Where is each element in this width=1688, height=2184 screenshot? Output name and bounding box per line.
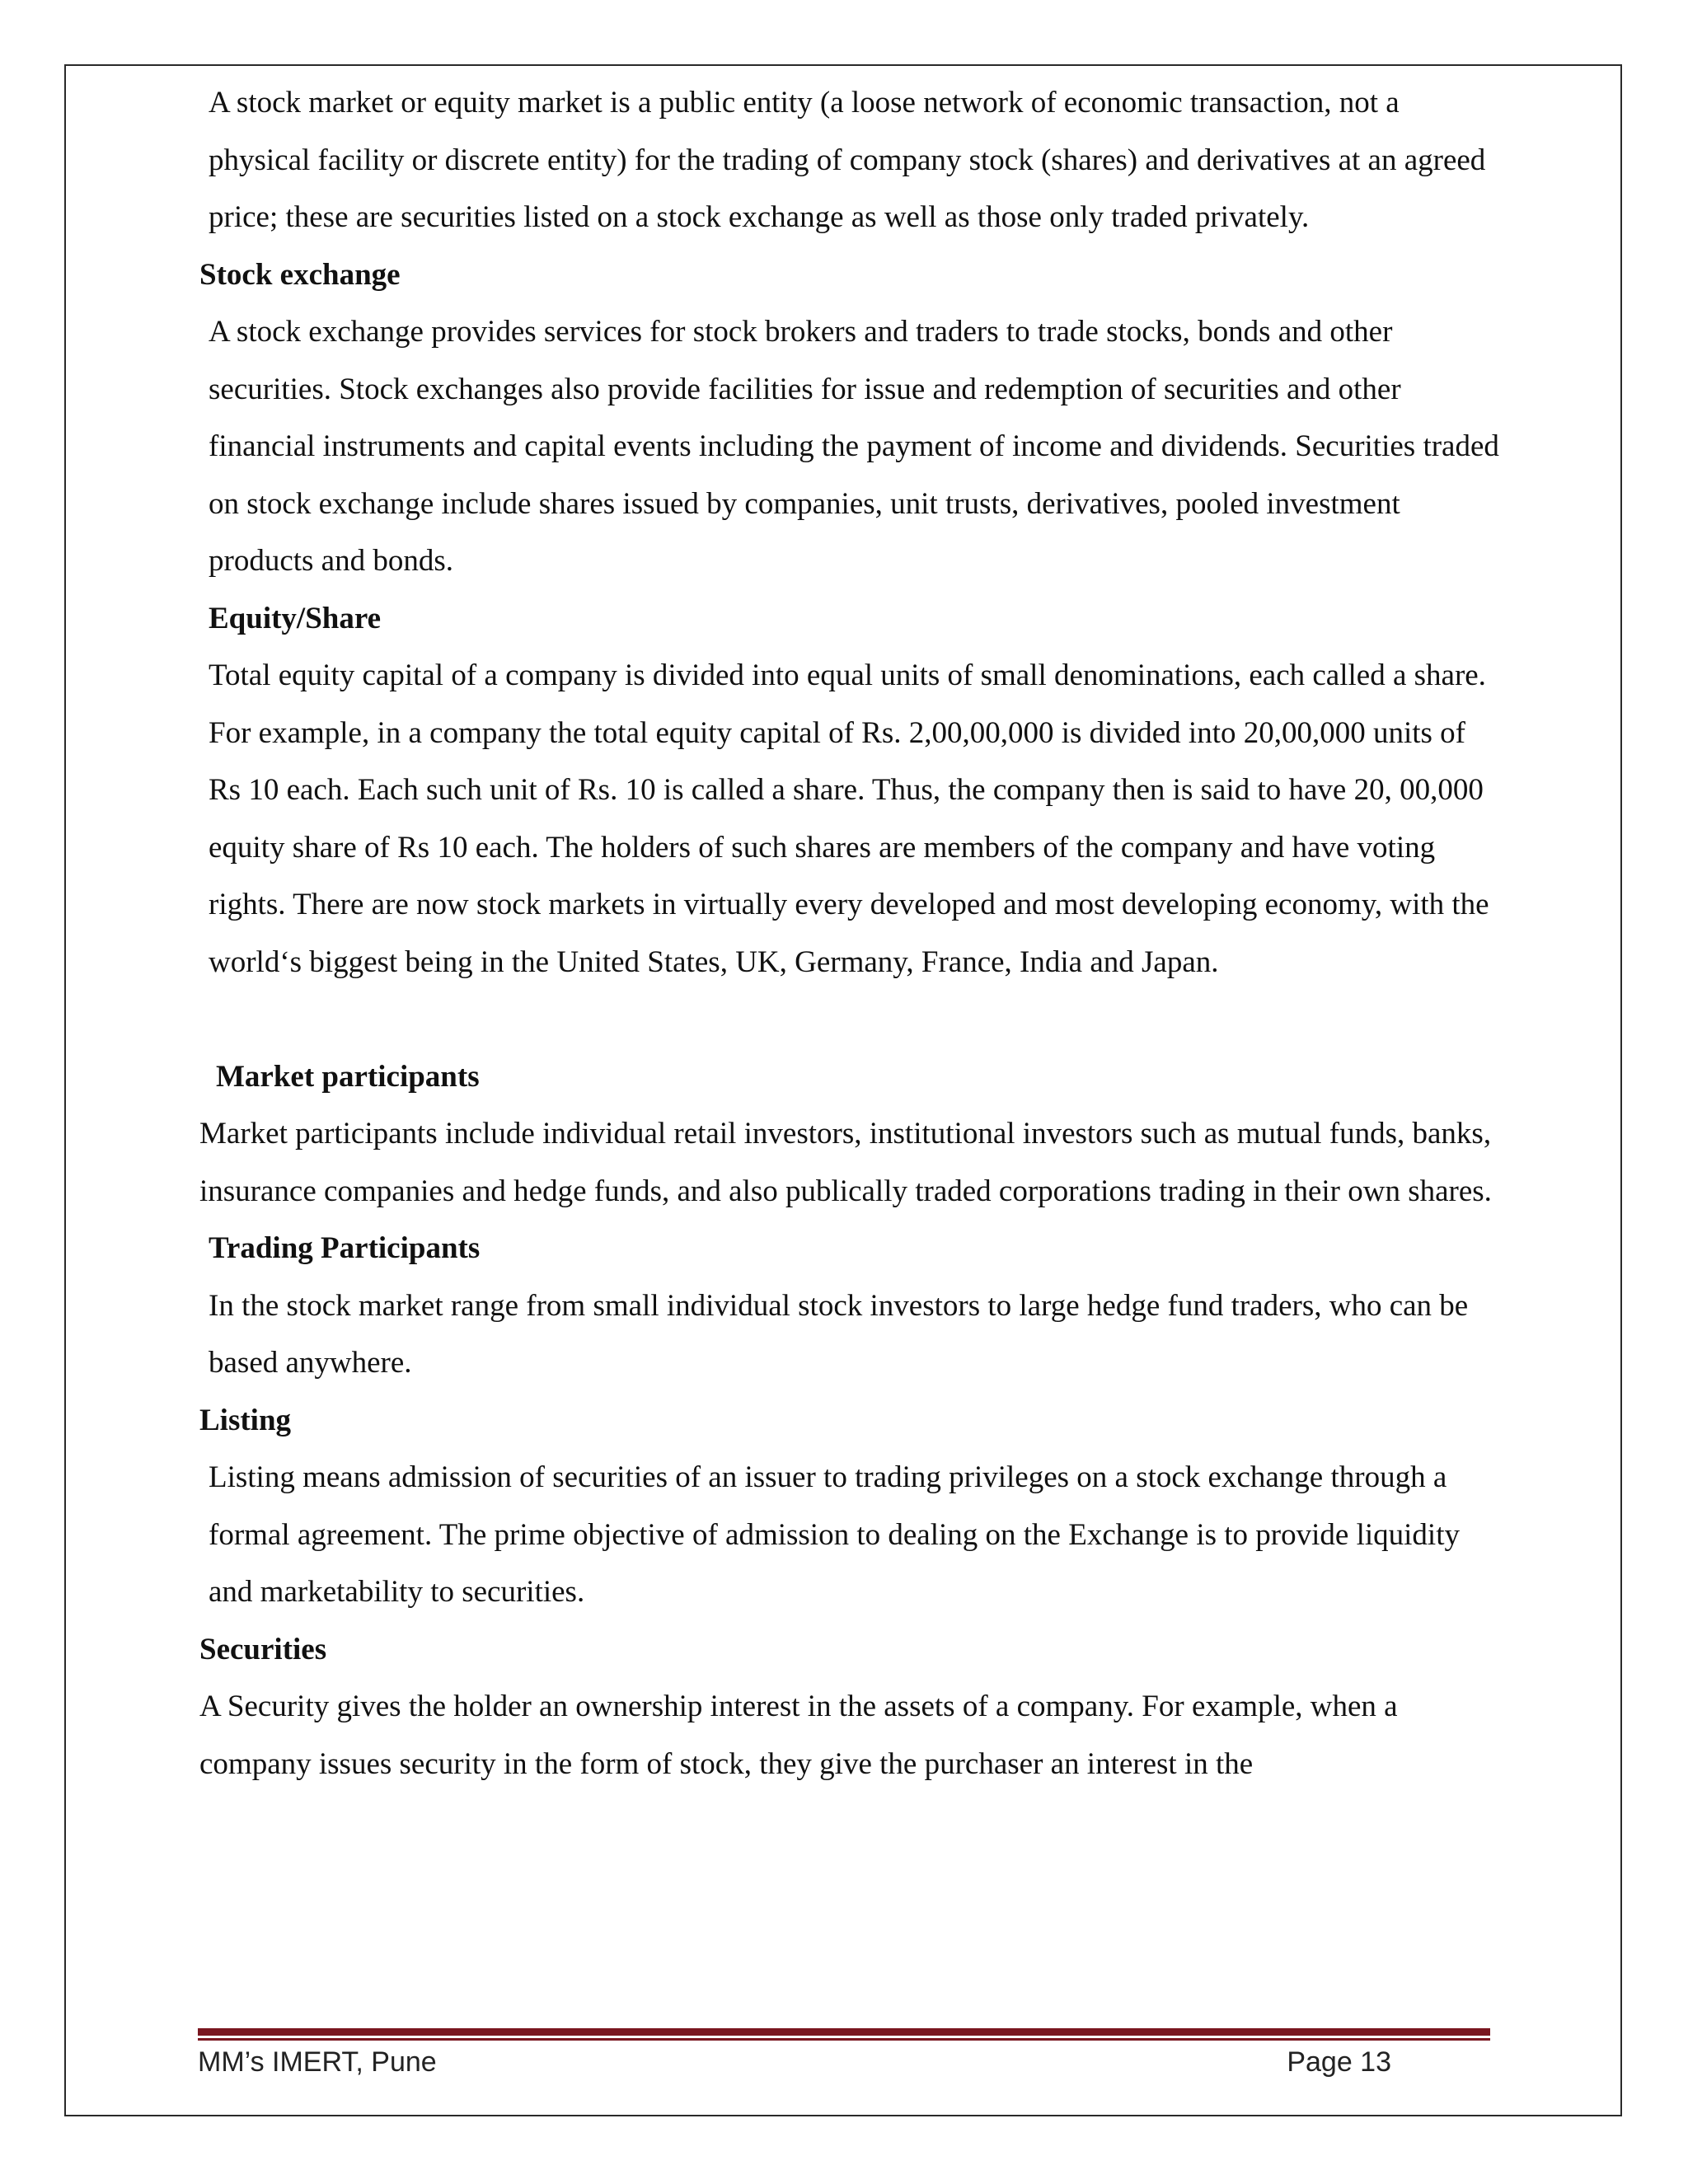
- footer-institution: MM’s IMERT, Pune: [198, 2046, 437, 2078]
- footer-page-number: Page 13: [1287, 2046, 1391, 2078]
- heading-stock-exchange: Stock exchange: [199, 257, 401, 292]
- paragraph-market-participants: Market participants include individual retail investors, institutional investors such as mutual funds, banks, insurance companies and hedge funds, and also publically traded corporations trading in their own shares.: [199, 1117, 1492, 1208]
- paragraph-listing: Listing means admission of securities of an issuer to trading privileges on a stock exchange through a formal agreement. The prime objective of admission to dealing on the Exchange is to provide liquidity and marketability to securities.: [209, 1460, 1460, 1609]
- paragraph-trading-participants: In the stock market range from small individual stock investors to large hedge fund traders, who can be based anywhere.: [209, 1288, 1469, 1380]
- footer-divider-thin: [198, 2038, 1490, 2041]
- heading-trading-participants: Trading Participants: [209, 1231, 481, 1265]
- paragraph-stock-exchange: A stock exchange provides services for stock brokers and traders to trade stocks, bonds and other securities. Stock exchanges also provide facilities for issue and redemption of securities and other financial instruments and capital events including the payment of income and dividends. Securities traded on stock exchange include shares issued by companies, unit trusts, derivatives, pooled investment products and bonds.: [209, 315, 1499, 578]
- heading-market-participants: Market participants: [216, 1059, 480, 1094]
- paragraph-equity-share: Total equity capital of a company is divided into equal units of small denominations, each called a share. For example, in a company the total equity capital of Rs. 2,00,00,000 is divided into 20,00,000 units of Rs 10 each. Each such unit of Rs. 10 is called a share. Thus, the company then is said to have 20, 00,000 equity share of Rs 10 each. The holders of such shares are members of the company and have voting rights. There are now stock markets in virtually every developed and most developing economy, with the world‘s biggest being in the United States, UK, Germany, France, India and Japan.: [209, 658, 1489, 979]
- footer-divider-thick: [198, 2028, 1490, 2036]
- intro-paragraph: A stock market or equity market is a public entity (a loose network of economic transaction, not a physical facility or discrete entity) for the trading of company stock (shares) and derivatives at an agreed price; these are securities listed on a stock exchange as well as those only traded privately.: [209, 86, 1486, 234]
- heading-equity-share: Equity/Share: [209, 601, 382, 635]
- paragraph-securities: A Security gives the holder an ownership interest in the assets of a company. For example, when a company issues security in the form of stock, they give the purchaser an interest in the: [199, 1690, 1398, 1781]
- footer-divider: [198, 2028, 1490, 2041]
- document-body: [199, 74, 1502, 1793]
- blank-line: [199, 991, 1502, 1048]
- heading-listing: Listing: [199, 1403, 292, 1437]
- heading-securities: Securities: [199, 1632, 327, 1666]
